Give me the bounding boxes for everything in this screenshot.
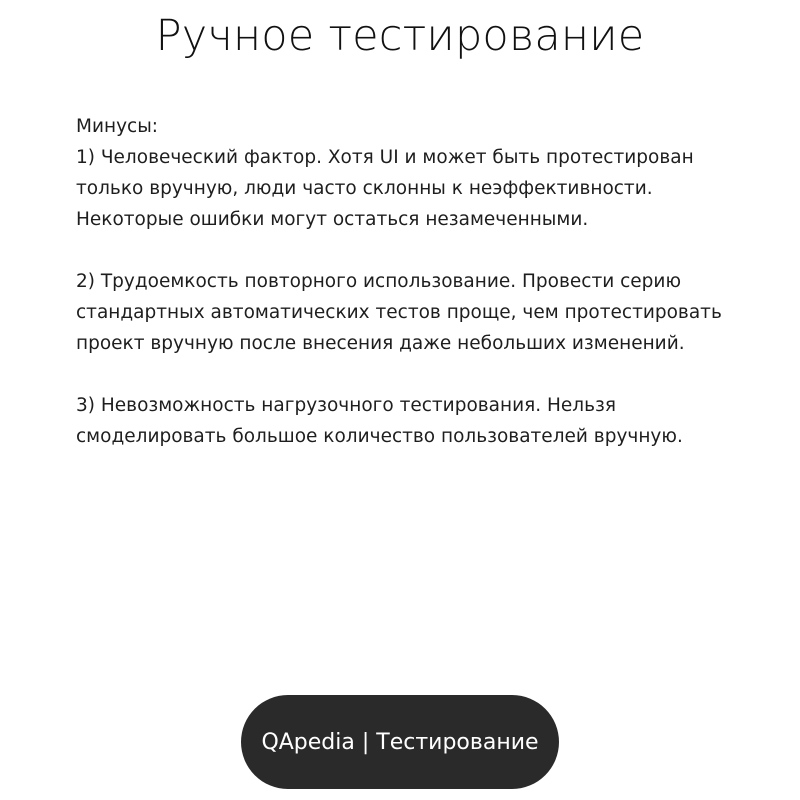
cons-text-block — [76, 111, 766, 452]
channel-badge — [241, 695, 559, 789]
point-2-line-3: проект вручную после внесения даже небольших изменений. — [76, 333, 685, 354]
paragraph-gap — [76, 235, 766, 266]
channel-badge-label: QApedia | Тестирование — [261, 729, 539, 755]
point-1-line-2: только вручную, люди часто склонны к неэффективности. — [76, 178, 653, 199]
point-2-line-1: 2) Трудоемкость повторного использование. Провести серию — [76, 271, 682, 292]
cons-heading: Минусы: — [76, 116, 159, 137]
point-3-line-2: смоделировать большое количество пользователей вручную. — [76, 426, 683, 447]
point-3-line-1: 3) Невозможность нагрузочного тестирования. Нельзя — [76, 395, 616, 416]
paragraph-gap — [76, 359, 766, 390]
page-title: Ручное тестирование — [155, 11, 645, 61]
point-1-line-1: 1) Человеческий фактор. Хотя UI и может быть протестирован — [76, 147, 694, 168]
point-2-line-2: стандартных автоматических тестов проще, чем протестировать — [76, 302, 722, 323]
point-1-line-3: Некоторые ошибки могут остаться незамеченными. — [76, 209, 589, 230]
